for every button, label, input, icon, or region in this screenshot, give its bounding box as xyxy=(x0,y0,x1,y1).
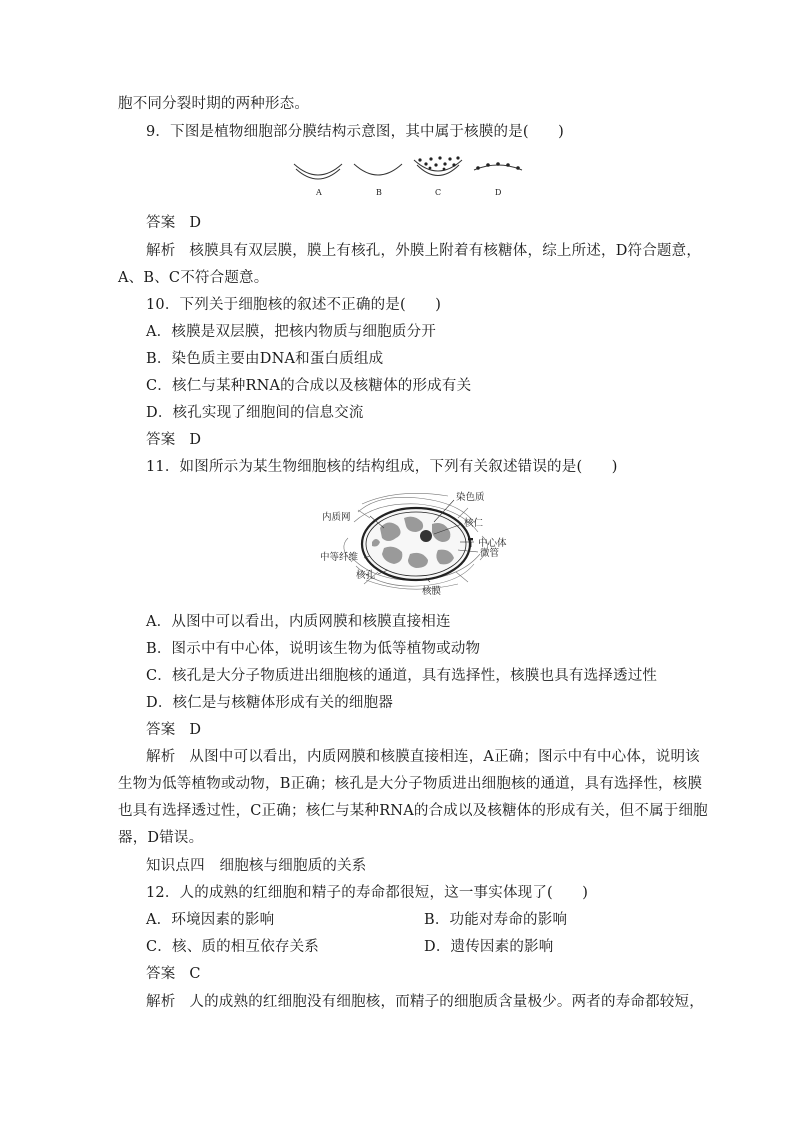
text-line: 生物为低等植物或动物，B正确；核孔是大分子物质进出细胞核的通道，具有选择性，核膜 xyxy=(118,776,703,792)
option-a: A．环境因素的影响 xyxy=(146,912,275,928)
label-er: 内质网 xyxy=(322,512,351,523)
answer-10 xyxy=(146,430,201,450)
label-intermediate-filament: 中等纤维 xyxy=(320,552,359,563)
text-line: A、B、C不符合题意。 xyxy=(118,270,269,286)
text-line: 胞不同分裂时期的两种形态。 xyxy=(118,96,310,112)
label-a: A xyxy=(316,188,322,197)
explanation-9: 解析 核膜具有双层膜，膜上有核孔，外膜上附着有核糖体，综上所述，D符合题意， xyxy=(146,243,702,259)
section-heading: 知识点四 细胞核与细胞质的关系 xyxy=(146,858,367,874)
membrane-b xyxy=(354,164,402,175)
text-line: 也具有选择透过性，C正确；核仁与某种RNA的合成以及核糖体的形成有关，但不属于细胞 xyxy=(118,803,708,819)
answer-value: D xyxy=(189,722,202,738)
label-nuclear-pore: 核孔 xyxy=(356,570,376,581)
nucleolus xyxy=(420,530,432,542)
answer-11 xyxy=(146,720,201,740)
option-c: C．核仁与某种RNA的合成以及核糖体的形成有关 xyxy=(146,378,472,394)
explanation-label: 解析 xyxy=(146,243,176,259)
explanation-12: 解析 人的成熟的红细胞没有细胞核，而精子的细胞质含量极少。两者的寿命都较短， xyxy=(146,994,704,1010)
question-12: 12．人的成熟的红细胞和精子的寿命都很短，这一事实体现了( ) xyxy=(146,885,589,901)
option-d: D．核孔实现了细胞间的信息交流 xyxy=(146,405,364,421)
figure-membranes xyxy=(288,156,528,200)
answer-12 xyxy=(146,964,201,984)
option-b: B．功能对寿命的影响 xyxy=(424,912,568,928)
option-row xyxy=(146,910,568,930)
question-10: 10．下列关于细胞核的叙述不正确的是( ) xyxy=(146,297,442,313)
option-b: B．图示中有中心体，说明该生物为低等植物或动物 xyxy=(146,641,481,657)
answer-value: D xyxy=(189,215,202,231)
figure-nucleus xyxy=(318,488,508,598)
label-nuclear-membrane: 核膜 xyxy=(422,586,442,597)
option-d: D．遗传因素的影响 xyxy=(424,939,554,955)
explanation-label: 解析 xyxy=(146,749,176,765)
question-9: 9．下图是植物细胞部分膜结构示意图，其中属于核膜的是( ) xyxy=(146,124,565,140)
explanation-11: 解析 从图中可以看出，内质网膜和核膜直接相连，A正确；图示中有中心体，说明该 xyxy=(146,749,700,765)
label-nucleolus: 核仁 xyxy=(464,518,484,529)
label-c: C xyxy=(435,188,442,197)
option-c: C．核孔是大分子物质进出细胞核的通道，具有选择性，核膜也具有选择透过性 xyxy=(146,668,658,684)
label-centrosome: 中心体 xyxy=(478,538,507,549)
explanation-label: 解析 xyxy=(146,994,176,1010)
option-a: A．核膜是双层膜，把核内物质与细胞质分开 xyxy=(146,324,436,340)
answer-label: 答案 xyxy=(146,215,176,231)
label-d: D xyxy=(495,188,502,197)
answer-label: 答案 xyxy=(146,966,176,982)
option-d: D．核仁是与核糖体形成有关的细胞器 xyxy=(146,695,394,711)
answer-value: C xyxy=(189,966,201,982)
answer-label: 答案 xyxy=(146,722,176,738)
answer-value: D xyxy=(189,432,202,448)
option-row xyxy=(146,937,554,957)
text-line: 器，D错误。 xyxy=(118,830,204,846)
label-b: B xyxy=(376,188,382,197)
label-chromatin: 染色质 xyxy=(456,492,485,503)
question-11: 11．如图所示为某生物细胞核的结构组成，下列有关叙述错误的是( ) xyxy=(146,459,618,475)
answer-9 xyxy=(146,213,201,233)
option-a: A．从图中可以看出，内质网膜和核膜直接相连 xyxy=(146,614,451,630)
label-microtubule: 微管 xyxy=(480,548,500,559)
answer-label: 答案 xyxy=(146,432,176,448)
option-b: B．染色质主要由DNA和蛋白质组成 xyxy=(146,351,384,367)
option-c: C．核、质的相互依存关系 xyxy=(146,939,319,955)
